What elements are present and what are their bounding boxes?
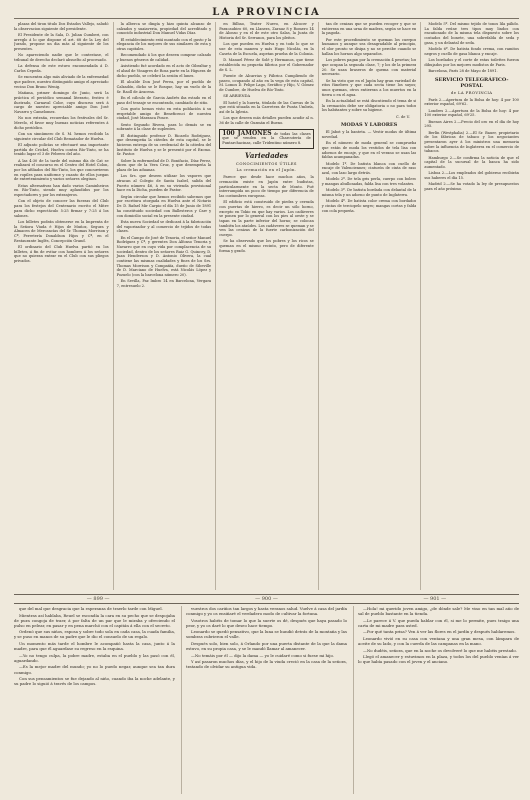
serial-paragraph: —Le parece á V. que pueda hablar con él, si me lo permite, pues traigo una carta de mi madre para usted. <box>358 617 519 628</box>
article-paragraph: La defensa de este estuvo encomendada á D. Carlos Cepeda. <box>14 64 109 74</box>
serial-paragraph: —Por qué tanta prisa? Ven á ver las flores en el jardín y después hablaremos. <box>363 629 516 635</box>
article-paragraph: En la actualidad se está discutiendo el tema de si la cremación debe ser obligatoria o no para todos los habitantes y sobre su higiene. <box>321 98 417 113</box>
article-paragraph: El distinguido profesor D. Ricardo Rodríguez, que desempeña la cátedra de esta capital, se le hicieron entrega de su credencial de la cátedra del Instituto de Huelva y se le presentó por el Excmo. Sr. Pastor. <box>116 133 212 157</box>
article-paragraph: A las 4:30 de la tarde del mismo día de Cat se realizará el concurso en el Centro del Hotel Colon, por los afiliados del Río-Tinto, los que concurrieron en ropiles para uniforme y cuanto de ellos juegan de entretenimiento y varios señores oleginos. <box>14 158 109 182</box>
serial-paragraph: Un momento más tarde el hombre le acompañó hasta la casa, junto á la madre, para que él aguardase su regreso en la esquina. <box>14 641 175 652</box>
telegraph-item: Londres 2.—Apertura de la Bolsa de hoy: 4 por 100 exterior español, 69'25. <box>424 108 519 118</box>
article-paragraph: Modelo 2º. De tela gris perla, cuerpo con bolero y mangas abullonadas, falda lisa con tres volantes. <box>321 177 417 187</box>
telegraph-item: París 2.—Apertura de la Bolsa de hoy: 4 por 100 exterior español, 69'62. <box>424 97 519 107</box>
article-paragraph: En el número de moda general se comprueba que están de moda los vestidos de tela lisa con adornos de encaje, y que en el verano se usan las faldas acampanadas. <box>321 141 417 160</box>
serial-paragraph: Y así pasaron muchos días, y el hijo de la viuda creció en la casa de la señora, tratando de olvidar su antigua vida. <box>186 659 347 670</box>
article-paragraph: Con el objeto de conocer las fuerzas del Club para los festejos del Centenario escrito el Mitre para dicho espectáculo 5:25 firmar y 7:25 á los salones. <box>14 199 109 218</box>
telegraph-item: Berlín (Westphalia) 2.—El Sr. Bauer, propietario de los fábricas de tabaco y los negociantes presentaron ayer á los ministros una memoria sobre la influencia de Inglaterra en el comercio de tabacos. <box>424 130 519 154</box>
article-paragraph: Estas alternativas han dado varios Caminheiros en Río-Tinto, siendo muy aplaudidos por los espectadores y por los extranjeros. <box>14 183 109 198</box>
folio-right: — 901 — <box>423 596 447 602</box>
article-paragraph: Modelo 4º. De batista color crema con bordados y cintas de terciopelo negro; mangas cortas y falda con cola pequeña. <box>321 199 417 213</box>
serial-column-3 <box>353 606 519 794</box>
article-paragraph: Modelo 3º. De batista bordada con delantal de la misma tela y un adorno de punto de Inglaterra. <box>321 188 417 198</box>
article-paragraph: Modelo 1º. De batista blanca con cuello de encaje de Valenciennes; cinturón de cinta de raso azul, con lazo largo detrás. <box>321 161 417 176</box>
column-3 <box>215 22 314 590</box>
article-paragraph: Sexto Segundo Rivera, para lo demás se en sobrante á la clase de suplentes. <box>116 122 212 132</box>
article-paragraph: El hotel y la huerta, titulado de las Cuevas de la que está situada en la Carretera de Punta Umbría, así de la Iglesia. <box>219 100 314 114</box>
article-paragraph: Los bordados y el corte de estas toilettes fueron dibujados por los mejores modistos de Paris. <box>424 58 519 67</box>
telegraph-item: Hamburgo 2.—Se confirma la noticia de que el capital de la sucursal de la banca ha sido aumentado. <box>424 155 519 170</box>
article-paragraph: Barcelona, París 28 de Mayo de 1891. <box>428 69 498 74</box>
serial-paragraph: vuestros dos cariños tan largos y hasta veranos salud. Vuelve á casa del jardín conmigo y yo os ensiñaré el verdadero modo de cultivar la fortuna. <box>186 606 347 617</box>
article-paragraph: Sobre la enfermedad de D. Bonifacio, Díaz Perez, dicen que de la Vera Cruz, y que desempeña la plaza de las aduanas. <box>116 158 212 173</box>
masthead-title: LA PROVINCIA <box>212 7 321 18</box>
article-paragraph: Se ha visto que en el Japón hay gran variedad de ritos fúnebres y que cada secta tiene los suyos; unos queman, otros entierran a los muertos en la tierra o en el agua. <box>321 78 417 97</box>
folio-left: — 899 — <box>86 596 110 602</box>
article-paragraph: Fuente de Alcarrias y Fábrica Cumpliendo de paseo, ocupando al año en la vega de esta capital, M. Lomos D. Felipe Lago, Seráfico y Hijo, V. Gómez de Cumbre, de Huelva de Río-Tinto. <box>219 73 314 92</box>
section-heading: MODAS Y LABORES <box>340 122 398 129</box>
article-paragraph: Modelo 6º. De batista fondo crema, con ramitos negros y cuello de gasa blanca y encaje. <box>424 47 519 56</box>
column-4 <box>318 22 417 590</box>
article-paragraph: El establecimiento está montado con el gusto y la elegancia de los mejores de sus similares de esta y otras capitales. <box>116 37 212 52</box>
article-paragraph: No nos extraña, recuerdan los festivales del Sr. Merelo, el favor muy buenas noticias referentes á dicho periódico. <box>14 116 109 130</box>
article-paragraph: El edificio está construido de piedra y cerrada con puertas de hierro, es decir un sólo horno, excepto en Tokio en que hay varios. Los cadáveres se ponen por lo general con los pies al oeste y se tapan en la parte inferior del horno; se colocan también los ataúdes. Los cadáveres se queman y se ven las cenizas de la fuerte carbonización del cuerpo. <box>219 200 314 238</box>
article-paragraph: El adjunto policías se efectuaré una importante partida de Crickel, Huelva contra Río-Tinto, se ha tenido lugar el 3 de Febrero del año. <box>14 142 109 157</box>
serial-paragraph: Ordenó que sus niños, esposa y sobre todo sola en cada casa, la cuada familia, y se puso en manos de su padre que le dio el consuelo de un regalo. <box>14 629 175 640</box>
section-heading: Variedades <box>245 150 288 160</box>
article-paragraph: Parece que desde hace muchos años, la cremación existe en Japón entre budistas, particularmente en la secta de Monto. Fué interrumpida un poco de tiempo por diferencia de las costumbres europeas. <box>219 175 314 198</box>
serial-paragraph: —Yo no tengo culpa, la pobre madre, estaba en el pueblo y las pasó con él, aguardando. <box>14 652 175 663</box>
advertisement-title: 100 JAMONES <box>222 129 272 137</box>
article-paragraph: en Bilbao, Teater Nuevo, en Alcocer y Paracaubiro 60, en Llanera, Zarauz 8 y Romero 14 de Alonso y en el de este otro Salas, la Junta de Historia del Sr. Serranos, para los pleitos. <box>219 22 314 41</box>
article-paragraph: Los Srs. que deseen utilizar los vapores que atracan al Colegio de Santa Isabel, salida del Puerto número 46, á en su vivienda provisional hace en la Dicha, pueden de Pastor. <box>116 174 212 193</box>
serial-paragraph: Vosotros habéis de tomar lo que la suerte os dé, después que haya pasado lo peor, y yo os daré lo que deseo hace tiempo. <box>186 617 347 628</box>
article-paragraph: Modelo 5º. Del mismo tejido de tonos lila pálido. La falda reúne tres tipos muy lindos con encañonado de la misma tela dispuesto sobre los costados del bonete, una sobrefalda de seda y gasa, y un delantal de seda. <box>424 22 519 45</box>
article-paragraph: Esta nueva Sociedad se dedicará á la fabricación del vaporizador y al comercio de tejidos de todas clases. <box>116 219 212 234</box>
article-signature: C. de U. <box>396 114 411 119</box>
serial-paragraph: —Hola! mi querido joven amigo, ¿de dónde sale? Me vino en tan mal año de sal de pueblo bastante en la tienda. <box>358 606 519 617</box>
telegraph-item: Madrid 2.—Se ha votado la ley de presupuestos para el año próximo. <box>424 182 519 192</box>
article-paragraph: El Presidente de la Sala, D. Julian Cumberi, con arreglo á lo que dispone el art. 68 de la Ley del Jurado, propone un dia más al siguiente de los presentes. <box>14 33 109 52</box>
serial-paragraph: Leonardo vivió en su casa con ventana y una gran mesa, con lámpara de aceite de su lado, y con la cuerda de las campanas en la mano. <box>358 635 519 647</box>
article-paragraph: Se ha observado que los pobres y los ricos se queman en el mismo recinto, pero de diferente forma y grado. <box>219 239 314 253</box>
article-paragraph: la alberca se dingía y hizo quinta alcanzo de calzados y suaiaveria, propiedad del acreditado y conocido industrial Don Manuel Vidas Díaz. <box>116 22 212 36</box>
serial-paragraph: Después solo, bien solo, á Orlando por una puerta distante de la que la dama estuvo, en su propia casa, y se le mandó llamar al amanecer. <box>186 641 347 652</box>
article-paragraph: Los que pueden en Huelva y en todo lo que se use de esta manera y más Hugo Nicolás, en la Caseta de la Escuela, aspetan prueba de la Colonia. <box>219 42 314 56</box>
serial-paragraph: —No dudéis, señora, que en la noche os devolveré lo que me habéis prestado. <box>363 647 517 653</box>
article-paragraph: En Sevilla, Paz Imbro 14 en Barcelona, Vergara 7, entresuelo 2. <box>116 279 212 289</box>
column-1 <box>14 22 109 590</box>
column-5 <box>420 22 519 590</box>
article-paragraph: SE ARRIENDA <box>223 94 251 99</box>
serial-paragraph: que del mal que desgracia que la esperanza de traerlo tarde con Miguel. <box>19 606 163 611</box>
folio-center: — 900 — <box>255 596 278 602</box>
article-paragraph: Según circular que hemos recibido sabemos que por escritura otorgada en Huelva ante el Notario Dr. D. Rafael Mir Carpio el día 15 de Junio de 1891 ha constituido sociedad con Ballesteros y Carr y con domicilio social en la presente ciudad. <box>116 194 212 218</box>
article-paragraph: El Jabot y la banteta. — Vestir modas de última novedad. <box>321 130 417 140</box>
newspaper-page <box>14 4 519 796</box>
article-paragraph: Los que deseen más detalles pueden acudir al n. 36 de la calle de Guzmán el Bueno. <box>219 116 314 125</box>
serial-section <box>14 606 519 794</box>
serial-paragraph: Con sus pensamientos se fue dejando al niño, cuando iba la noche adelante, y su padre lo siguió á través de los campos. <box>14 676 175 687</box>
column-2 <box>113 22 212 590</box>
article-paragraph: Los billetes podrán obtenerse en la Imprenta de la Señora Viuda é Hijos de Muñoz, Segura y Almacen de Mercancías del Sr. Thomas Morrison y Cª, Ferretería Donaldson Hijos y Cª, en el Restaurante Inglés, Concepción Grand. <box>14 219 109 243</box>
serial-paragraph: —No temáis por él — dijo la dama — yo le cuidaré como si fuese mi hijo. <box>191 652 334 658</box>
article-paragraph: Con gusto hemos visto en esta población á su respetable amigo de Beneficenci de nuestra ciudad, José Maranca Ponce. <box>116 106 212 121</box>
serial-column-2 <box>181 606 347 794</box>
serial-paragraph: Leonardo se quedó pensativo, que la luna se hundió detrás de la montaña y las sombras cubrieron el valle. <box>186 629 347 640</box>
section-lead: La cremación en el Japón. <box>236 167 297 173</box>
article-paragraph: Asistiendo fué acordado en el acto de Gibraltar y el abad de Vinagres de Rosa parte en la Higuera de dicho pueblo, se celebró la sesión el lunes. <box>116 64 212 78</box>
serial-paragraph: Mientras así hablaba, Reuel se escondía la cara en su pecho que se despojaba de pura congoja de traer, á por falta de un par que le miraba y ofreciendo el pulso en pelear, en pasar y en pena marchó con el capitán á ella con el secreto. <box>14 612 175 628</box>
article-paragraph: En el cálculo de Garcia Andrés iba estado en el paso del tensaje se encontrado, cambiado de sitio. <box>116 95 212 105</box>
serial-paragraph: Llegó el amanecer y estuvimos en la plaza, y todos los del pueblo venían á ver lo que había pasado con el joven y el anciano. <box>358 654 519 665</box>
serial-paragraph: —Es la mejor madre del mundo; yo no lo puedo negar, aunque sea tan dura conmigo. <box>14 664 175 675</box>
advertisement-text: de todas las clases que se venden en la Charcutería de Puntarchacinas, calle Tridentino número 8. <box>222 131 311 146</box>
article-paragraph: En el Campo de José de Tenoria, el señor Manuel Rodríguez y Cª, y gerentes Don Alfonso Tenoria y Navarro que en cuyo vida por complacencia de su sociedad, dentro de los señores Ruiz G. Quincey, D. Juan Henderson y D. Antonio Olivera, la cual contiene las mismas cualidades y fines de los Srs. Thomas Morrison y Compañía, dueño de Sibeville de D. Marciano de Huelva, está Nicolás López y Pozuelo (con la barcelona número 20). <box>116 235 212 278</box>
article-paragraph: Recomendado á los que deseen comprar calzado y buenos géneros de calidad. <box>116 53 212 63</box>
article-paragraph: Con un sinnúmero de S. M. hemos recibido la siguiente circular del Club Rematador de Huelva. <box>14 131 109 141</box>
article-paragraph: Se encuentra algo más aliviado de la enfermedad que padece, nuestro distinguido amigo el apreciado vecino Don Bruno Wenig. <box>14 75 109 89</box>
article-paragraph: Mañana, primer domingo de Junio, será la práctica el periódico semanal literario, festivo é ilustrado, Carnaval Color, cuyo discurso será á cargo de nuestro apreciable amigo Don José Navarro y Camelomez. <box>14 91 109 114</box>
upper-columns <box>14 22 519 590</box>
telegraph-subheading: de LA PROVINCIA <box>450 89 493 95</box>
article-paragraph: Los pobres pagan por la cremación 4 pesetas; los que ocupan la segunda clase, 7; y los de la primera 20. Se usan braseros de quema con material necesario. <box>321 58 417 77</box>
folio-divider <box>14 594 519 604</box>
telegraph-item: Buenos Aires 2.—Precio del oro en el día de hoy 295. <box>424 119 519 129</box>
serial-column-1 <box>14 606 175 794</box>
article-paragraph: plazas del tiron titulo Dos Estados Vallejo, saludó la observacion siguiente del presidente. <box>14 22 109 31</box>
article-paragraph: No apareciendo nadie que le contestase, el tribunal de derecho declaró absuelto al procesado. <box>14 53 109 63</box>
telegraph-item: Lisboa 2.—Los empleados del gobierno recibirán sus haberes el día 15. <box>424 171 519 181</box>
article-paragraph: D. Manuel Pérez de Solé y Hermanos, que tiene establecida su pequeña fábrica por el Gobernador de S. L. <box>219 58 314 72</box>
article-paragraph: tan de cenizas que se pueden recoger y que se entierran en una urna de madera, según se hace en la pagoda. <box>321 22 417 36</box>
article-paragraph: Por este procedimiento se queman los cuerpos humanos y aunque sea desagradable al principio, el olor pronto se disipa y no se percibe cuando se hallan los hornos algo separados. <box>321 37 417 56</box>
telegraph-heading: SERVICIO TELEGRÁFICO-POSTAL <box>434 76 509 89</box>
article-paragraph: El ordinario del Club Huelva partió en los billetes, á fin de evitar con hombres á los señores que no quieran entrar en el Club con sus pliegos privados. <box>14 244 109 264</box>
page-header <box>14 4 519 19</box>
section-subheading: CONOCIMIENTOS ÚTILES <box>236 160 297 166</box>
article-paragraph: El alcalde Don José Perea, por el pueblo de Calzadón, dicho se le Bosque, hay un vuelo de la Sr. Raoll de Aracena. <box>116 80 212 94</box>
advertisement-box <box>219 129 314 149</box>
